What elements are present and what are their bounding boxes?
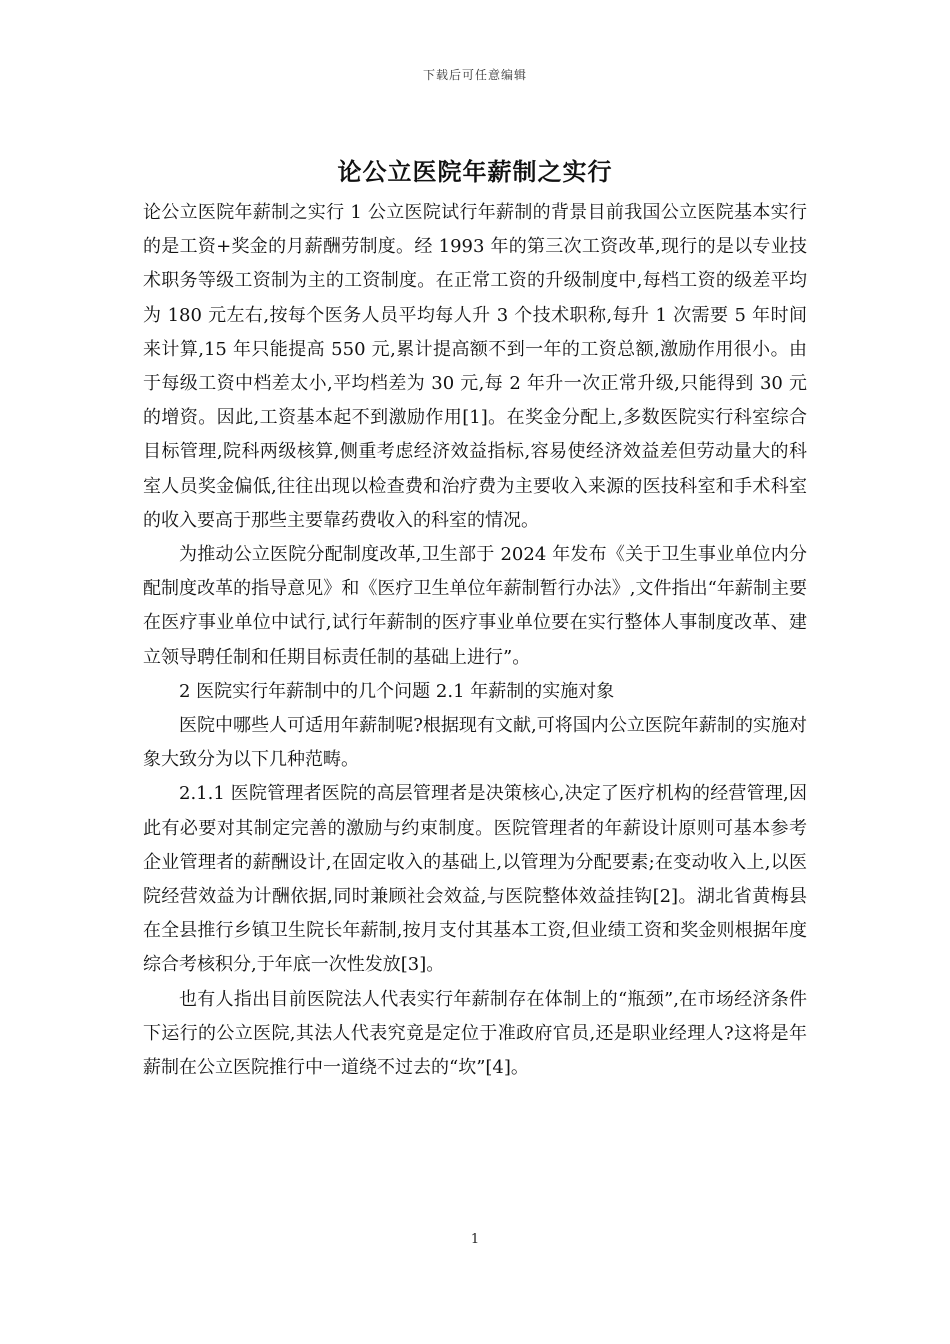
paragraph-background: 论公立医院年薪制之实行 1 公立医院试行年薪制的背景目前我国公立医院基本实行的是工资+奖金的月薪酬劳制度。经 1993 年的第三次工资改革,现行的是以专业技术职务等级工资制为主的工资制度。在正常工资的升级制度中,每档工资的级差平均为 180 元左右,按每个医务人员平均每人升 3 个技术职称,每升 1 次需要 5 年时间来计算,15 年只能提高 550 元,累计提高额不到一年的工资总额,激励作用很小。由于每级工资中档差太小,平均档差为 30 元,每 2 年升一次正常升级,只能得到 30 元的增资。因此,工资基本起不到激励作用[1]。在奖金分配上,多数医院实行科室综合目标管理,院科两级核算,侧重考虑经济效益指标,容易使经济效益差但劳动量大的科室人员奖金偏低,往往出现以检查费和治疗费为主要收入来源的医技科室和手术科室的收入要高于那些主要靠药费收入的科室的情况。	[143, 202, 807, 531]
paragraph-policy: 为推动公立医院分配制度改革,卫生部于 2024 年发布《关于卫生事业单位内分配制度改革的指导意见》和《医疗卫生单位年薪制暂行办法》,文件指出“年薪制主要在医疗事业单位中试行,试行年薪制的医疗事业单位要在实行整体人事制度改革、建立领导聘任制和任期目标责任制的基础上进行”。	[143, 544, 807, 668]
document-body	[143, 196, 807, 1085]
paragraph-bottleneck: 也有人指出目前医院法人代表实行年薪制存在体制上的“瓶颈”,在市场经济条件下运行的公立医院,其法人代表究竟是定位于准政府官员,还是职业经理人?这将是年薪制在公立医院推行中一道绕不过去的“坎”[4]。	[143, 988, 807, 1079]
header-note: 下载后可任意编辑	[422, 68, 527, 82]
document-title: 论公立医院年薪制之实行	[337, 157, 613, 186]
paragraph-managers: 2.1.1 医院管理者医院的高层管理者是决策核心,决定了医疗机构的经营管理,因此有必要对其制定完善的激励与约束制度。医院管理者的年薪设计原则可基本参考企业管理者的薪酬设计,在固定收入的基础上,以管理为分配要素;在变动收入上,以医院经营效益为计酬依据,同时兼顾社会效益,与医院整体效益挂钩[2]。湖北省黄梅县在全县推行乡镇卫生院长年薪制,按月支付其基本工资,但业绩工资和奖金则根据年度综合考核积分,于年底一次性发放[3]。	[143, 783, 807, 976]
paragraph-scope: 医院中哪些人可适用年薪制呢?根据现有文献,可将国内公立医院年薪制的实施对象大致分为以下几种范畴。	[143, 715, 807, 771]
section-heading: 2 医院实行年薪制中的几个问题 2.1 年薪制的实施对象	[179, 680, 615, 702]
page-number: 1	[470, 1232, 480, 1247]
